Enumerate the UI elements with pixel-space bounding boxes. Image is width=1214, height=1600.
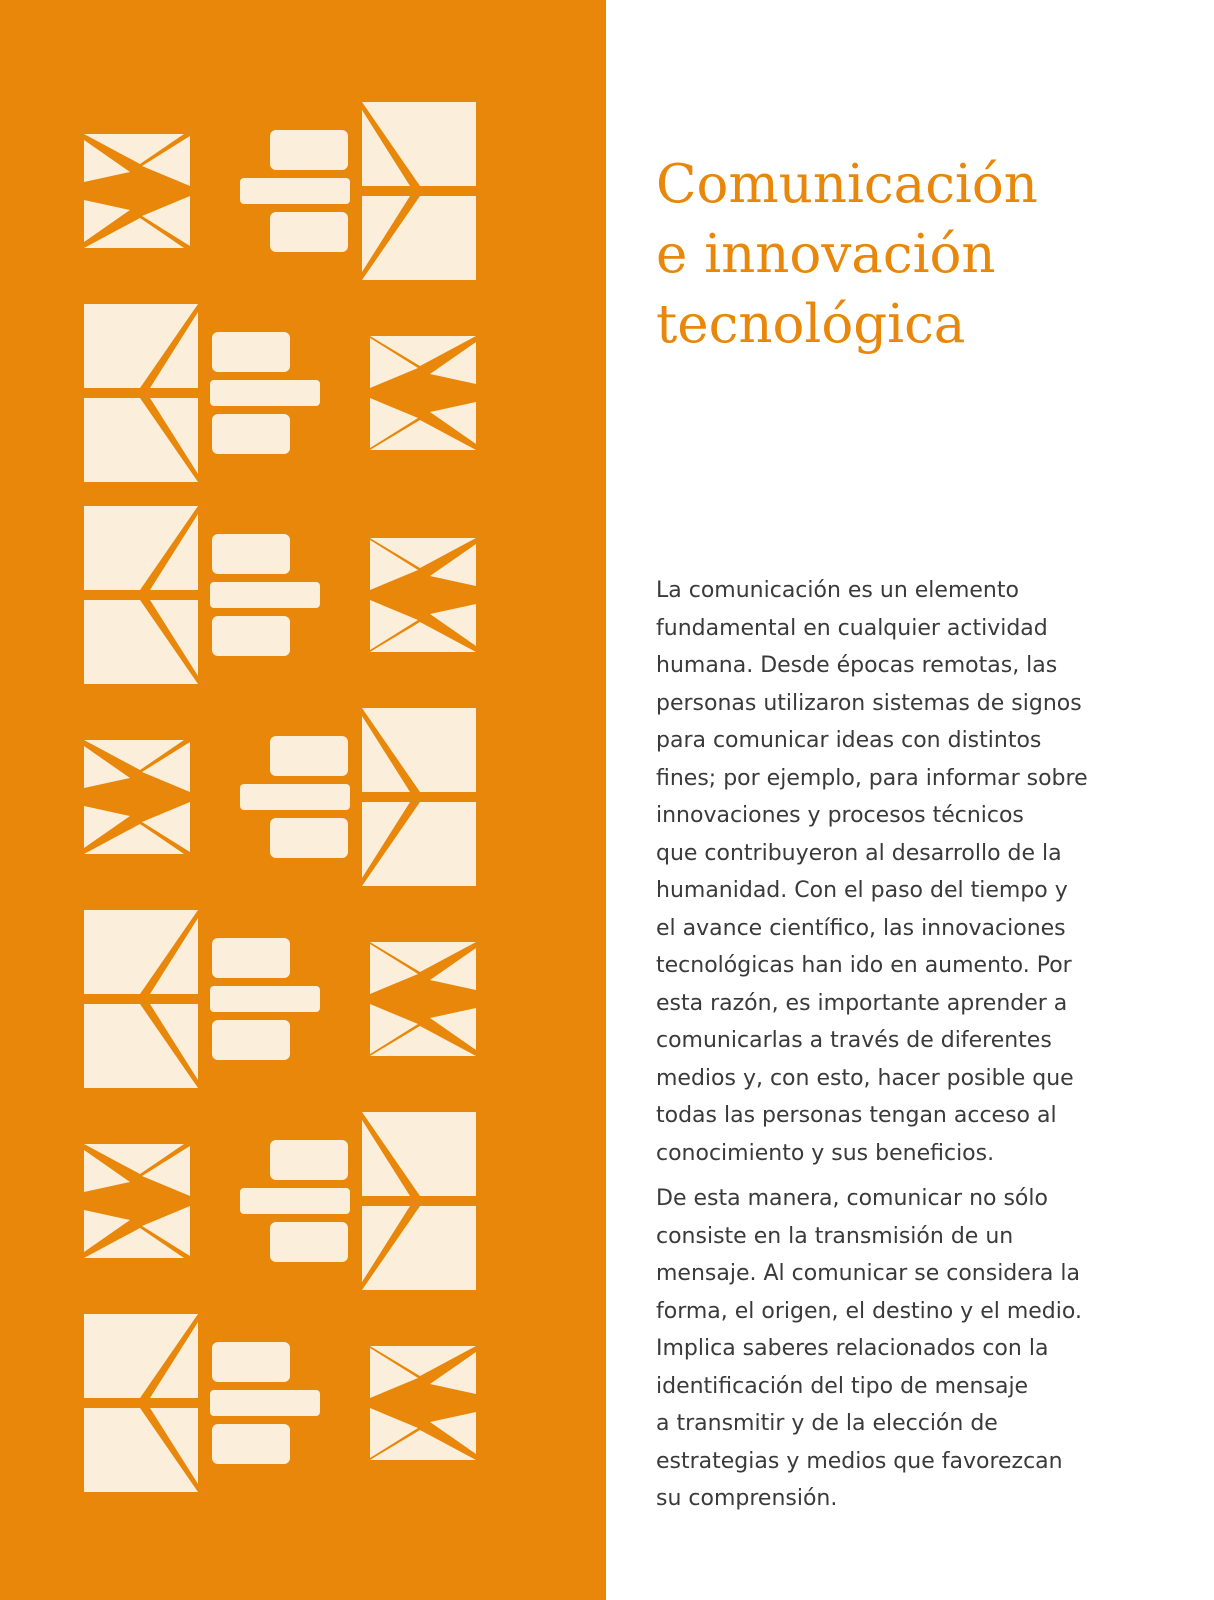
text-line: que contribuyeron al desarrollo de la (656, 840, 1062, 866)
text-line: a transmitir y de la elección de (656, 1411, 998, 1436)
text-line: humanidad. Con el paso del tiempo y (656, 878, 1068, 903)
decorative-side-band (0, 0, 606, 1600)
text-line: De esta manera, comunicar no sólo (656, 1186, 1048, 1211)
paragraph-intro (656, 572, 1156, 1172)
text-line: Implica saberes relacionados con la (656, 1336, 1049, 1361)
text-line: identificación del tipo de mensaje (656, 1373, 1029, 1399)
text-line: forma, el origen, el destino y el medio. (656, 1298, 1082, 1324)
text-line: fundamental en cualquier actividad (656, 615, 1048, 641)
text-line: comunicarlas a través de diferentes (656, 1028, 1052, 1053)
triangular-fret-motif-icon (80, 504, 480, 686)
text-line: todas las personas tengan acceso al (656, 1103, 1057, 1128)
text-line: consiste en la transmisión de un (656, 1223, 1014, 1249)
text-line: personas utilizaron sistemas de signos (656, 690, 1082, 716)
triangular-fret-motif-icon (80, 100, 480, 282)
title-line: e innovación (656, 224, 996, 285)
triangular-fret-motif-icon (80, 908, 480, 1090)
text-line: estrategias y medios que favorezcan (656, 1448, 1063, 1474)
text-line: esta razón, es importante aprender a (656, 990, 1068, 1016)
text-line: conocimiento y sus beneficios. (656, 1140, 995, 1166)
text-line: humana. Desde épocas remotas, las (656, 653, 1058, 678)
text-line: para comunicar ideas con distintos (656, 728, 1042, 753)
text-line: innovaciones y procesos técnicos (656, 803, 1024, 828)
title-line: Comunicación (656, 154, 1038, 215)
triangular-fret-motif-icon (80, 1312, 480, 1494)
text-line: el avance científico, las innovaciones (656, 915, 1066, 941)
triangular-fret-motif-icon (80, 706, 480, 888)
text-line: La comunicación es un elemento (656, 578, 1019, 603)
text-line: medios y, con esto, hacer posible que (656, 1065, 1074, 1091)
text-line: tecnológicas han ido en aumento. Por (656, 953, 1072, 978)
title-line: tecnológica (656, 294, 966, 355)
page-title (656, 150, 1176, 360)
triangular-fret-motif-icon (80, 1110, 480, 1292)
text-line: fines; por ejemplo, para informar sobre (656, 765, 1088, 791)
text-line: su comprensión. (656, 1486, 838, 1511)
triangular-fret-motif-icon (80, 302, 480, 484)
text-line: mensaje. Al comunicar se considera la (656, 1261, 1080, 1286)
paragraph-second (656, 1180, 1156, 1518)
body-text (656, 572, 1156, 1526)
